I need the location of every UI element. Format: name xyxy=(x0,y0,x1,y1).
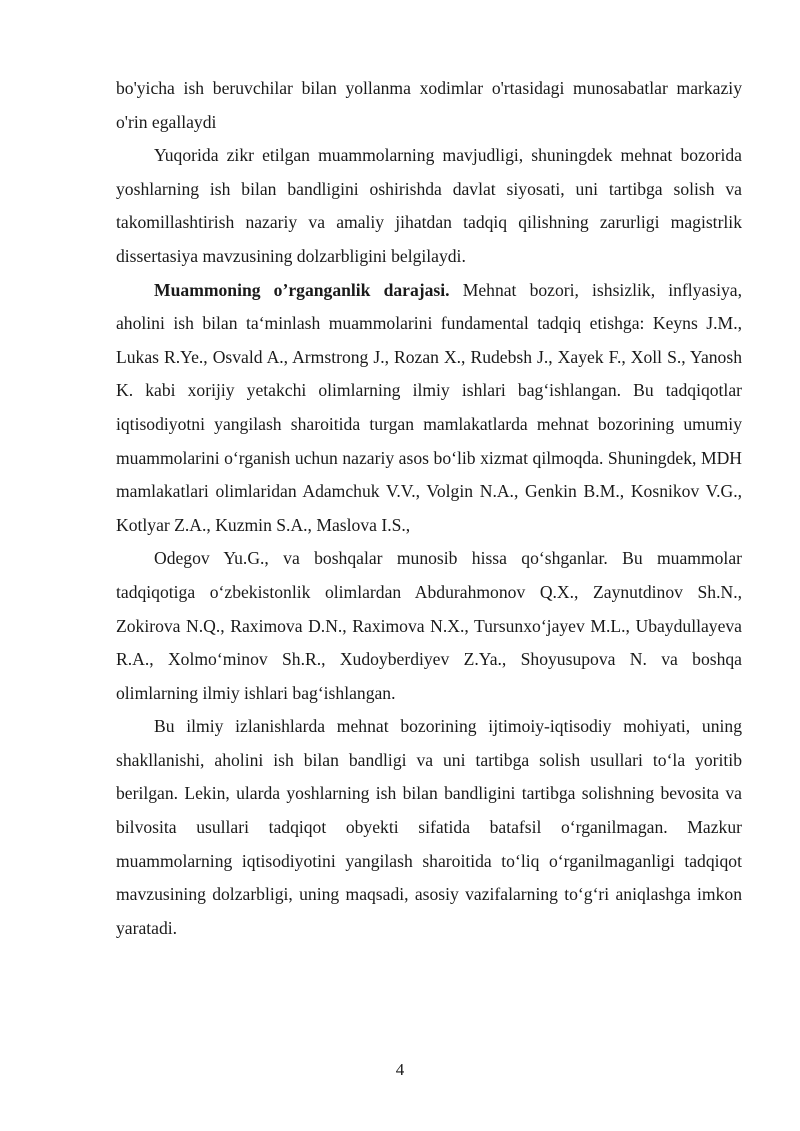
page-body xyxy=(116,72,742,945)
paragraph-continuation: bo'yicha ish beruvchilar bilan yollanma xodimlar o'rtasidagi munosabatlar markaziy o'rin egallaydi xyxy=(116,78,742,132)
paragraph-literature-review xyxy=(116,274,742,543)
paragraph-contributors: Odegov Yu.G., va boshqalar munosib hissa qoʻshganlar. Bu muammolar tadqiqotiga oʻzbekistonlik olimlardan Abdurahmonov Q.X., Zaynutdinov Sh.N., Zokirova N.Q., Raximova D.N., Raximova N.X., Tursunxoʻjayev M.L., Ubaydullayeva R.A., Xolmoʻminov Sh.R., Xudoyberdiyev Z.Ya., Shoyusupova N. va boshqa olimlarning ilmiy ishlari bagʻishlangan. xyxy=(116,548,742,703)
page-number: 4 xyxy=(395,1060,405,1079)
paragraph-research-gap: Bu ilmiy izlanishlarda mehnat bozorining ijtimoiy-iqtisodiy mohiyati, uning shakllanishi, aholini ish bilan bandligi va uni tartibga solish usullari toʻla yoritib berilgan. Lekin, ularda yoshlarning ish bilan bandligini tartibga solishning bevosita va bilvosita usullari tadqiqot obyekti sifatida batafsil oʻrganilmagan. Mazkur muammolarning iqtisodiyotini yangilash sharoitida toʻliq oʻrganilmaganligi tadqiqot mavzusining dolzarbligi, uning maqsadi, asosiy vazifalarning toʻgʻri aniqlashga imkon yaratadi. xyxy=(116,716,742,938)
section-heading: Muammoning o’rganganlik darajasi. xyxy=(154,279,450,300)
paragraph-relevance: Yuqorida zikr etilgan muammolarning mavjudligi, shuningdek mehnat bozorida yoshlarning ish bilan bandligini oshirishda davlat siyosati, uni tartibga solish va takomillashtirish nazariy va amaliy jihatdan tadqiq qilishning zarurligi magistrlik dissertasiya mavzusining dolzarbligini belgilaydi. xyxy=(116,145,742,266)
paragraph-literature-review-text: Mehnat bozori, ishsizlik, inflyasiya, aholini ish bilan taʻminlash muammolarini fundamental tadqiq etishga: Keyns J.M., Lukas R.Ye., Osvald A., Armstrong J., Rozan X., Rudebsh J., Xayek F., Xoll S., Yanosh K. kabi xorijiy yetakchi olimlarning ilmiy ishlari bagʻishlangan. Bu tadqiqotlar iqtisodiyotni yangilash sharoitida turgan mamlakatlarda mehnat bozorining umumiy muammolarini oʻrganish uchun nazariy asos boʻlib xizmat qilmoqda. Shuningdek, MDH mamlakatlari olimlaridan Adamchuk V.V., Volgin N.A., Genkin B.M., Kosnikov V.G., Kotlyar Z.A., Kuzmin S.A., Maslova I.S., xyxy=(116,279,743,535)
